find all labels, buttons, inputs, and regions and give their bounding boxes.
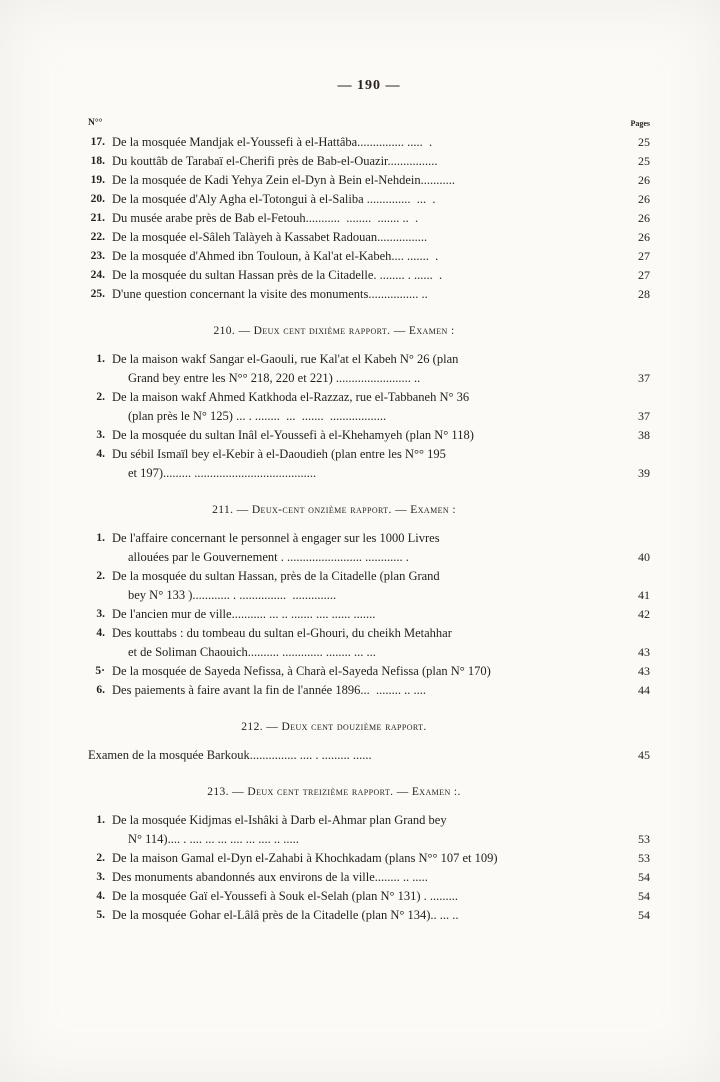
entry-line: De la mosquée el-Sâleh Talàyeh à Kassabet Radouan................ xyxy=(112,230,428,244)
toc-entry xyxy=(88,746,650,765)
section-heading: 211. — Deux-cent onzième rapport. — Examen : xyxy=(212,504,456,516)
entry-page-number: 39 xyxy=(638,466,650,480)
entry-number: 3. xyxy=(96,871,105,883)
entry-number: 4. xyxy=(96,627,105,639)
entry-text xyxy=(112,266,622,285)
entry-line: De la mosquée Kidjmas el-Ishâki à Darb el-Ahmar plan Grand bey xyxy=(112,813,447,827)
section-heading: 213. — Deux cent treizième rapport. — Examen :. xyxy=(207,786,461,798)
entry-page-number: 28 xyxy=(638,287,650,301)
entry-line: Grand bey entre les N°° 218, 220 et 221) ........................ .. xyxy=(128,371,421,385)
toc-entry xyxy=(88,849,650,868)
entry-text xyxy=(112,624,622,662)
pages-column-header: Pages xyxy=(630,119,650,128)
entry-number: 4. xyxy=(96,890,105,902)
entry-line: De la mosquée Gohar el-Lâlâ près de la Citadelle (plan N° 134).. ... .. xyxy=(112,908,459,922)
toc-entry xyxy=(88,662,650,681)
entry-line: De la mosquée Gaï el-Youssefi à Souk el-Selah (plan N° 131) . ......... xyxy=(112,889,459,903)
entry-number: 3. xyxy=(96,608,105,620)
entry-line: De la mosquée de Kadi Yehya Zein el-Dyn à Bein el-Nehdein........... xyxy=(112,173,455,187)
toc-entry xyxy=(88,228,650,247)
entry-line: bey N° 133 )............ . ............... .............. xyxy=(128,588,337,602)
toc-entry xyxy=(88,190,650,209)
entry-page-number: 26 xyxy=(638,173,650,187)
entry-line: De l'affaire concernant le personnel à engager sur les 1000 Livres xyxy=(112,531,440,545)
entry-page-number: 44 xyxy=(638,683,650,697)
entry-page-number: 38 xyxy=(638,428,650,442)
entry-number: 6. xyxy=(96,684,105,696)
toc-entry xyxy=(88,266,650,285)
entry-page-number: 45 xyxy=(638,748,650,762)
entry-line: (plan près le N° 125) ... . ........ ... ....... .................. xyxy=(128,409,387,423)
toc-entry xyxy=(88,567,650,605)
section-heading: 212. — Deux cent douzième rapport. xyxy=(241,721,427,733)
toc-entry xyxy=(88,624,650,662)
entry-line: De la maison Gamal el-Dyn el-Zahabi à Khochkadam (plans N°° 107 et 109) xyxy=(112,851,498,865)
entry-number: 2. xyxy=(96,852,105,864)
entry-text xyxy=(112,849,622,868)
entry-page-number: 54 xyxy=(638,889,650,903)
entry-line: allouées par le Gouvernement . ........................ ............ . xyxy=(128,550,409,564)
entry-text xyxy=(112,605,622,624)
entry-text xyxy=(112,681,622,700)
numbers-column-header: N°° xyxy=(88,118,103,128)
entry-number: 5. xyxy=(96,909,105,921)
entry-text xyxy=(112,811,622,849)
entry-text xyxy=(112,133,622,152)
entry-text xyxy=(112,228,622,247)
toc-entry xyxy=(88,605,650,624)
entry-text xyxy=(112,887,622,906)
entry-line: N° 114).... . .... ... ... .... ... .... .. ..... xyxy=(128,832,299,846)
entry-number: 1. xyxy=(96,532,105,544)
entry-line: et 197)......... ....................................... xyxy=(128,466,317,480)
entry-text xyxy=(112,567,622,605)
entry-text xyxy=(88,746,622,765)
entry-line: De la mosquée d'Aly Agha el-Totongui à el-Saliba .............. ... . xyxy=(112,192,436,206)
entry-text xyxy=(112,662,622,681)
entry-line: Des monuments abandonnés aux environs de la ville........ .. ..... xyxy=(112,870,428,884)
entry-line: De la mosquée de Sayeda Nefissa, à Charà el-Sayeda Nefissa (plan N° 170) xyxy=(112,664,491,678)
entry-text xyxy=(112,152,622,171)
toc-entry xyxy=(88,529,650,567)
entry-line: De la mosquée du sultan Hassan, près de la Citadelle (plan Grand xyxy=(112,569,440,583)
entry-page-number: 37 xyxy=(638,409,650,423)
entry-number: 19. xyxy=(90,174,105,186)
entry-line: Des paiements à faire avant la fin de l'année 1896... ........ .. .... xyxy=(112,683,426,697)
entry-page-number: 53 xyxy=(638,832,650,846)
entry-page-number: 54 xyxy=(638,908,650,922)
entry-text xyxy=(112,190,622,209)
entry-number: 1. xyxy=(96,814,105,826)
entry-line: De l'ancien mur de ville........... ... .. ....... .... ...... ....... xyxy=(112,607,376,621)
entry-text xyxy=(112,209,622,228)
entry-number: 20. xyxy=(90,193,105,205)
entry-text xyxy=(112,350,622,388)
entry-number: 1. xyxy=(96,353,105,365)
toc-entry xyxy=(88,681,650,700)
entry-line: De la mosquée du sultan Inâl el-Youssefi à el-Khehamyeh (plan N° 118) xyxy=(112,428,474,442)
entry-text xyxy=(112,247,622,266)
toc-entry xyxy=(88,906,650,925)
toc-entry xyxy=(88,247,650,266)
entry-number: 4. xyxy=(96,448,105,460)
entry-number: 23. xyxy=(90,250,105,262)
entry-number: 21. xyxy=(90,212,105,224)
toc-entry xyxy=(88,285,650,304)
entry-page-number: 54 xyxy=(638,870,650,884)
toc-page xyxy=(88,78,650,925)
entry-page-number: 43 xyxy=(638,645,650,659)
entry-page-number: 26 xyxy=(638,230,650,244)
entry-number: 25. xyxy=(90,288,105,300)
toc-entry xyxy=(88,811,650,849)
entry-page-number: 26 xyxy=(638,211,650,225)
toc-entry xyxy=(88,887,650,906)
entry-line: Des kouttabs : du tombeau du sultan el-Ghouri, du cheikh Metahhar xyxy=(112,626,452,640)
entry-page-number: 42 xyxy=(638,607,650,621)
entry-line: Examen de la mosquée Barkouk............... .... . ......... ...... xyxy=(88,748,372,762)
entry-number: 3. xyxy=(96,429,105,441)
toc-entry xyxy=(88,133,650,152)
entry-number: 24. xyxy=(90,269,105,281)
entry-text xyxy=(112,445,622,483)
section-heading: 210. — Deux cent dixième rapport. — Examen : xyxy=(213,325,455,337)
entry-line: Du musée arabe près de Bab el-Fetouh........... ........ ....... .. . xyxy=(112,211,419,225)
entry-text xyxy=(112,171,622,190)
entry-page-number: 53 xyxy=(638,851,650,865)
entry-number: 2. xyxy=(96,570,105,582)
toc-entry xyxy=(88,445,650,483)
entry-text xyxy=(112,388,622,426)
toc-entry xyxy=(88,171,650,190)
entry-page-number: 40 xyxy=(638,550,650,564)
toc-entry xyxy=(88,209,650,228)
entry-line: De la mosquée Mandjak el-Youssefi à el-Hattâba............... ..... . xyxy=(112,135,433,149)
toc-entry xyxy=(88,868,650,887)
entry-page-number: 25 xyxy=(638,135,650,149)
entry-page-number: 43 xyxy=(638,664,650,678)
entry-page-number: 27 xyxy=(638,249,650,263)
entry-page-number: 27 xyxy=(638,268,650,282)
entry-number: 5· xyxy=(95,665,105,677)
entry-line: De la mosquée d'Ahmed ibn Touloun, à Kal'at el-Kabeh.... ....... . xyxy=(112,249,439,263)
toc-entry xyxy=(88,350,650,388)
entry-number: 18. xyxy=(90,155,105,167)
toc-entry xyxy=(88,152,650,171)
entry-line: Du kouttâb de Tarabaï el-Cherifi près de Bab-el-Ouazir................ xyxy=(112,154,438,168)
entry-text xyxy=(112,906,622,925)
entry-page-number: 41 xyxy=(638,588,650,602)
entry-number: 17. xyxy=(90,136,105,148)
entry-line: Du sébil Ismaïl bey el-Kebir à el-Daoudieh (plan entre les N°° 195 xyxy=(112,447,446,461)
toc-sections xyxy=(88,133,650,925)
page-number-header: — 190 — xyxy=(337,78,401,93)
entry-line: et de Soliman Chaouich.......... ............. ........ ... ... xyxy=(128,645,376,659)
entry-line: De la maison wakf Sangar el-Gaouli, rue Kal'at el Kabeh N° 26 (plan xyxy=(112,352,459,366)
entry-text xyxy=(112,529,622,567)
entry-line: De la maison wakf Ahmed Katkhoda el-Razzaz, rue el-Tabbaneh N° 36 xyxy=(112,390,470,404)
entry-number: 2. xyxy=(96,391,105,403)
entry-page-number: 25 xyxy=(638,154,650,168)
entry-text xyxy=(112,285,622,304)
entry-text xyxy=(112,868,622,887)
entry-line: De la mosquée du sultan Hassan près de la Citadelle. ........ . ...... . xyxy=(112,268,443,282)
entry-page-number: 37 xyxy=(638,371,650,385)
toc-entry xyxy=(88,388,650,426)
entry-page-number: 26 xyxy=(638,192,650,206)
column-headers xyxy=(88,118,650,128)
toc-entry xyxy=(88,426,650,445)
entry-number: 22. xyxy=(90,231,105,243)
entry-line: D'une question concernant la visite des monuments................ .. xyxy=(112,287,428,301)
entry-text xyxy=(112,426,622,445)
